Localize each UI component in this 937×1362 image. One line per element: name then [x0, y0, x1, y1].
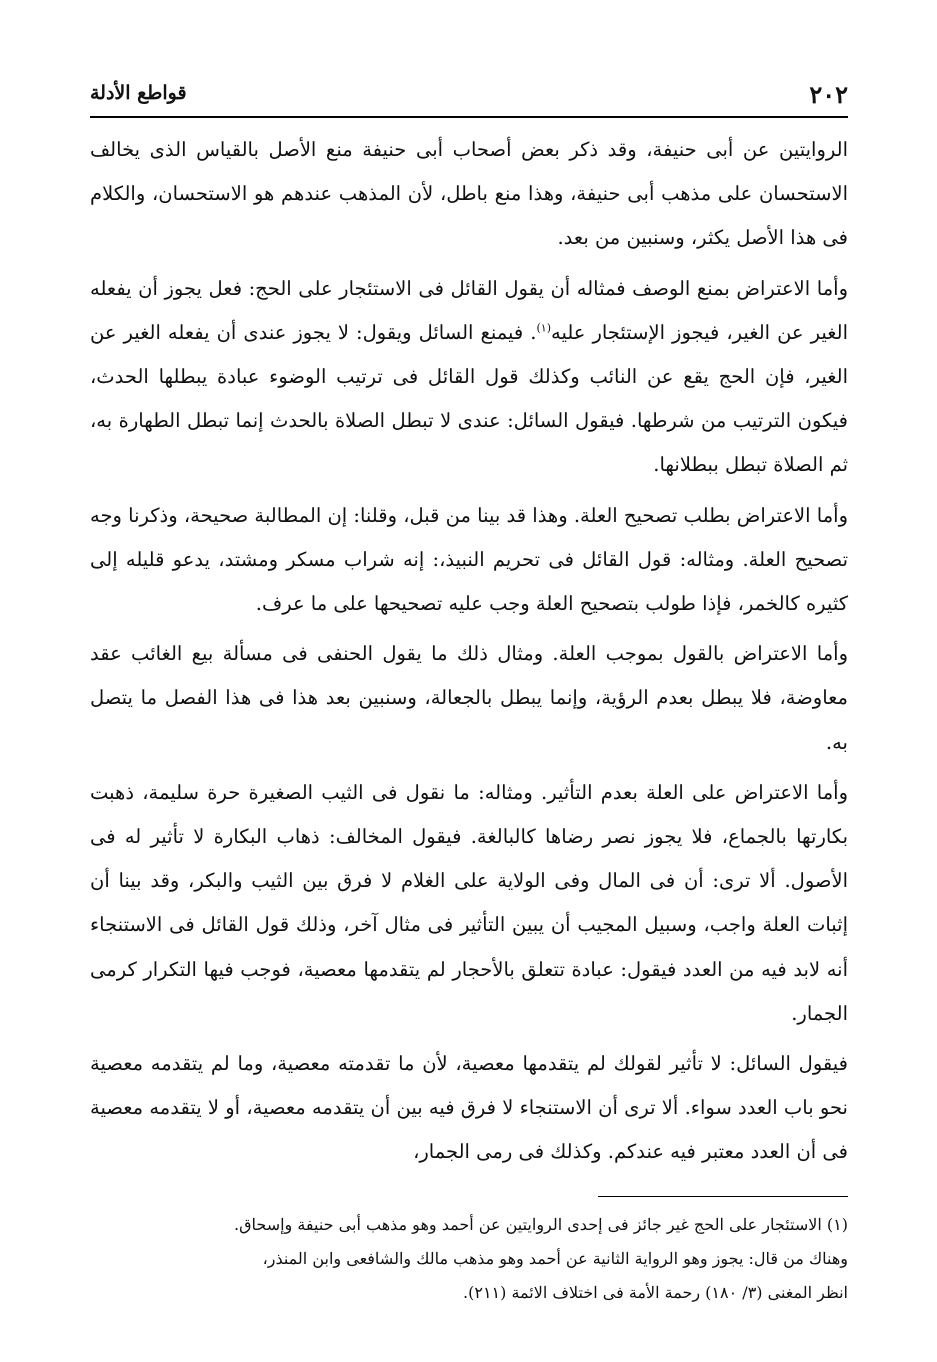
- paragraph-1: الروايتين عن أبى حنيفة، وقد ذكر بعض أصحاب أبى حنيفة منع الأصل بالقياس الذى يخالف الاستحسان على مذهب أبى حنيفة، وهذا منع باطل، لأن المذهب عندهم هو الاستحسان، والكلام فى هذا الأصل يكثر، وسنبين من بعد.: [90, 138, 848, 250]
- paragraph-5: وأما الاعتراض على العلة بعدم التأثير. ومثاله: ما نقول فى الثيب الصغيرة حرة سليمة، ذهبت بكارتها بالجماع، فلا يجوز نصر رضاها كالبالغة. فيقول المخالف: ذهاب البكارة لا تأثير له فى الأصول. ألا ترى: أن فى المال وفى الولاية على الغلام لا فرق بين الثيب والبكر، وقد بينا أن إثبات العلة واجب، وسبيل المجيب أن يبين التأثير فى مثال آخر، وذلك قول القائل فى الاستنجاء أنه لابد فيه من العدد فيقول: عبادة تتعلق بالأحجار لم يتقدمها معصية، فوجب فيها التكرار كرمى الجمار.: [90, 780, 848, 1025]
- footnotes: [90, 1208, 848, 1310]
- paragraph-4: وأما الاعتراض بالقول بموجب العلة. ومثال ذلك ما يقول الحنفى فى مسألة بيع الغائب عقد معاوضة، فلا يبطل بعدم الرؤية، وإنما يبطل بالجعالة، وسنبين بعد هذا فى هذا الفصل ما يتصل به.: [90, 642, 848, 754]
- page-header: [90, 78, 848, 114]
- running-title: قواطع الأدلة: [90, 82, 187, 104]
- main-text: [90, 128, 848, 1181]
- header-divider: [90, 116, 848, 118]
- page-number: ٢٠٢: [809, 80, 848, 109]
- paragraph-6: فيقول السائل: لا تأثير لقولك لم يتقدمها معصية، لأن ما تقدمته معصية، وما لم يتقدمه معصية نحو باب العدد سواء. ألا ترى أن الاستنجاء لا فرق فيه بين أن يتقدمه معصية، أو لا يتقدمه معصية فى أن العدد معتبر فيه عندكم. وكذلك فى رمى الجمار،: [90, 1052, 848, 1164]
- paragraph-2-start: وأما الاعتراض بمنع الوصف فمثاله أن يقول القائل فى الاستئجار على الحج: فعل يجوز أن يفعله الغير عن الغير، فيجوز الإستئجار عليه: [90, 276, 848, 344]
- footnote-reference[interactable]: (١): [536, 321, 551, 335]
- footnote-line-2: وهناك من قال: يجوز وهو الرواية الثانية عن أحمد وهو مذهب مالك والشافعى وابن المنذر،: [262, 1249, 848, 1268]
- paragraph-2-rest: . فيمنع السائل ويقول: لا يجوز عندى أن يفعله الغير عن الغير، فإن الحج يقع عن النائب وكذلك قول القائل فى ترتيب الوضوء عبادة يبطلها الحدث، فيكون الترتيب من شرطها. فيقول السائل: عندى لا تبطل الصلاة بالحدث إنما تبطل الطهارة به، ثم الصلاة تبطل ببطلانها.: [90, 320, 848, 477]
- footnote-line-1: (١) الاستئجار على الحج غير جائز فى إحدى الروايتين عن أحمد وهو مذهب أبى حنيفة وإسحاق.: [233, 1215, 848, 1234]
- paragraph-3: وأما الاعتراض بطلب تصحيح العلة. وهذا قد بينا من قبل، وقلنا: إن المطالبة صحيحة، وذكرنا وجه تصحيح العلة. ومثاله: قول القائل فى تحريم النبيذ،: إنه شراب مسكر ومشتد، يدعو قليله إلى كثيره كالخمر، فإذا طولب بتصحيح العلة وجب عليه تصحيحها على ما عرف.: [90, 503, 848, 616]
- footnote-divider: [598, 1196, 848, 1197]
- paragraph-2: [90, 267, 848, 488]
- footnote-line-3: انظر المغنى (٣/ ١٨٠) رحمة الأمة فى اختلاف الائمة (٢١١).: [463, 1283, 848, 1302]
